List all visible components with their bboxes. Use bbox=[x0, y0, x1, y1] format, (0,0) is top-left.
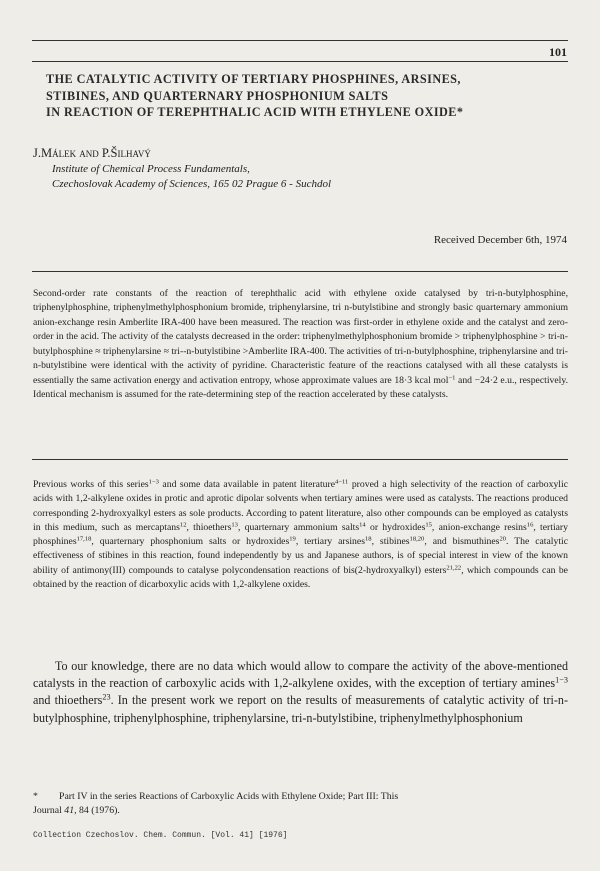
abstract-bottom-rule bbox=[32, 459, 568, 460]
citation: 18 bbox=[364, 535, 372, 543]
intro-text: , thioethers bbox=[186, 521, 232, 533]
intro-text: , quarternary phosphonium salts or hydroxides bbox=[91, 536, 290, 548]
body-text: and thioethers bbox=[33, 693, 103, 708]
abstract-text-2: and −24·2 e.u., respectively. Identical mechanism is assumed for the rate-determining step of the reaction accelerated by these catalysts. bbox=[33, 374, 568, 401]
intro-text: , and bismuthines bbox=[424, 536, 500, 548]
citation: 17,18 bbox=[76, 535, 92, 543]
intro-text: proved a high selectivity of the reaction of carboxylic acids with 1,2-alkylene oxides in protic and aprotic dipolar solvents when tertiary amines were used as catalysts. The reactions produced corresponding 2-hydroxyalkyl esters as sole products. According to patent literature, also other compounds can be employed as catalysts in this medium, such as mercaptans bbox=[33, 479, 568, 533]
citation: 23 bbox=[102, 692, 111, 702]
header-rule bbox=[32, 61, 568, 62]
citation: 13 bbox=[231, 521, 238, 529]
abstract-text-1: Second-order rate constants of the reaction of terephthalic acid with ethylene oxide catalysed by tri-n-butylphosphine, triphenylphosphine, triphenylmethylphosphonium bromide, triphenylarsine, tri n-butylstibine and strongly basic quarternary ammonium anion-exchange resin Amberlite IRA-400 have been measured. The reaction was first-order in ethylene oxide and the catalyst and zero-order in the acid. The activity of the catalysts decreased in the order: triphenylmethylphosphonium bromide > triphenylphosphine > tri-n-butylphosphine ≈ triphenylarsine ≈ tri--n-butylstibine >Amberlite IRA-400. The activities of tri-n-butylphosphine, triphenylarsine and tri-n-butylstibine were identical with the activity of pyridine. Characteristic feature of the reactions catalysed with all these catalysts is essentially the same activation energy and activation entropy, whose approximate values are 18·3 kcal mol bbox=[33, 288, 568, 386]
intro-text: , stibines bbox=[371, 536, 410, 548]
received-date: Received December 6th, 1974 bbox=[433, 234, 567, 246]
top-rule bbox=[32, 40, 568, 41]
footnote-text: Journal bbox=[33, 805, 65, 816]
citation: 4−11 bbox=[335, 478, 349, 486]
citation: 1−3 bbox=[148, 478, 159, 486]
citation: 15 bbox=[425, 521, 432, 529]
journal-reference: Collection Czechoslov. Chem. Commun. [Vol. 41] [1976] bbox=[33, 831, 288, 840]
abstract bbox=[33, 287, 568, 403]
citation: 21,22 bbox=[446, 564, 462, 572]
footnote-text: , 84 (1976). bbox=[74, 805, 120, 816]
citation: 14 bbox=[359, 521, 366, 529]
article-title bbox=[46, 71, 566, 121]
intro-text: , anion-exchange resins bbox=[431, 521, 527, 533]
affiliation-line-2: Czechoslovak Academy of Sciences, 165 02 Prague 6 - Suchdol bbox=[52, 178, 332, 190]
body-paragraph bbox=[33, 658, 568, 727]
page-number: 101 bbox=[549, 45, 567, 59]
body-text: To our knowledge, there are no data which would allow to compare the activity of the above-mentioned catalysts in the reaction of carboxylic acids with 1,2-alkylene oxides, with the exception of tertiary amines bbox=[33, 659, 568, 691]
body-text: . In the present work we report on the results of measurements of catalytic activity of tri-n-butylphosphine, triphenylphosphine, triphenylarsine, tri-n-butylstibine, triphenylmethylphosphonium bbox=[33, 693, 568, 725]
title-line-2: STIBINES, AND QUARTERNARY PHOSPHONIUM SALTS bbox=[46, 88, 389, 103]
intro-text: . The catalytic effectiveness of stibines in this reaction, found independently by us and Japanese authors, is of special interest in view of the known ability of antimony(III) compounds to catalyse polycondensation reactions of bis(2-hydroxyalkyl) esters bbox=[33, 536, 569, 576]
title-line-3: IN REACTION OF TEREPHTHALIC ACID WITH ETHYLENE OXIDE* bbox=[46, 105, 464, 119]
citation: 1−3 bbox=[555, 675, 568, 685]
citation: 20 bbox=[499, 535, 507, 543]
footnote-mark: * bbox=[33, 791, 38, 802]
footnote bbox=[33, 790, 568, 818]
intro-text: , tertiary phosphines bbox=[33, 521, 569, 548]
citation: 19 bbox=[289, 535, 296, 543]
citation: 12 bbox=[179, 521, 187, 529]
affiliation bbox=[52, 162, 331, 192]
footnote-line-1: Part IV in the series Reactions of Carboxylic Acids with Ethylene Oxide; Part III: This bbox=[59, 791, 399, 802]
title-line-1: THE CATALYTIC ACTIVITY OF TERTIARY PHOSPHINES, ARSINES, bbox=[46, 72, 461, 86]
abstract-top-rule bbox=[32, 271, 568, 272]
footnote-volume: 41 bbox=[64, 805, 75, 816]
intro-text: , quarternary ammonium salts bbox=[237, 521, 360, 533]
citation: 18,20 bbox=[409, 535, 425, 543]
abstract-sup: −1 bbox=[448, 374, 456, 382]
intro-paragraph bbox=[33, 478, 568, 592]
intro-text: , tertiary arsines bbox=[295, 536, 365, 548]
authors: J.Málek and P.Šilhavý bbox=[33, 146, 151, 160]
intro-text: , which compounds can be obtained by the reaction of dicarboxylic acids with 1,2-alkylene oxides. bbox=[33, 564, 568, 591]
intro-text: and some data available in patent literature bbox=[158, 479, 336, 490]
intro-text: Previous works of this series bbox=[33, 479, 149, 490]
affiliation-line-1: Institute of Chemical Process Fundamentals, bbox=[52, 163, 250, 175]
footnote-line-2 bbox=[33, 804, 568, 818]
intro-text: or hydroxides bbox=[365, 521, 426, 533]
citation: 16 bbox=[526, 521, 534, 529]
